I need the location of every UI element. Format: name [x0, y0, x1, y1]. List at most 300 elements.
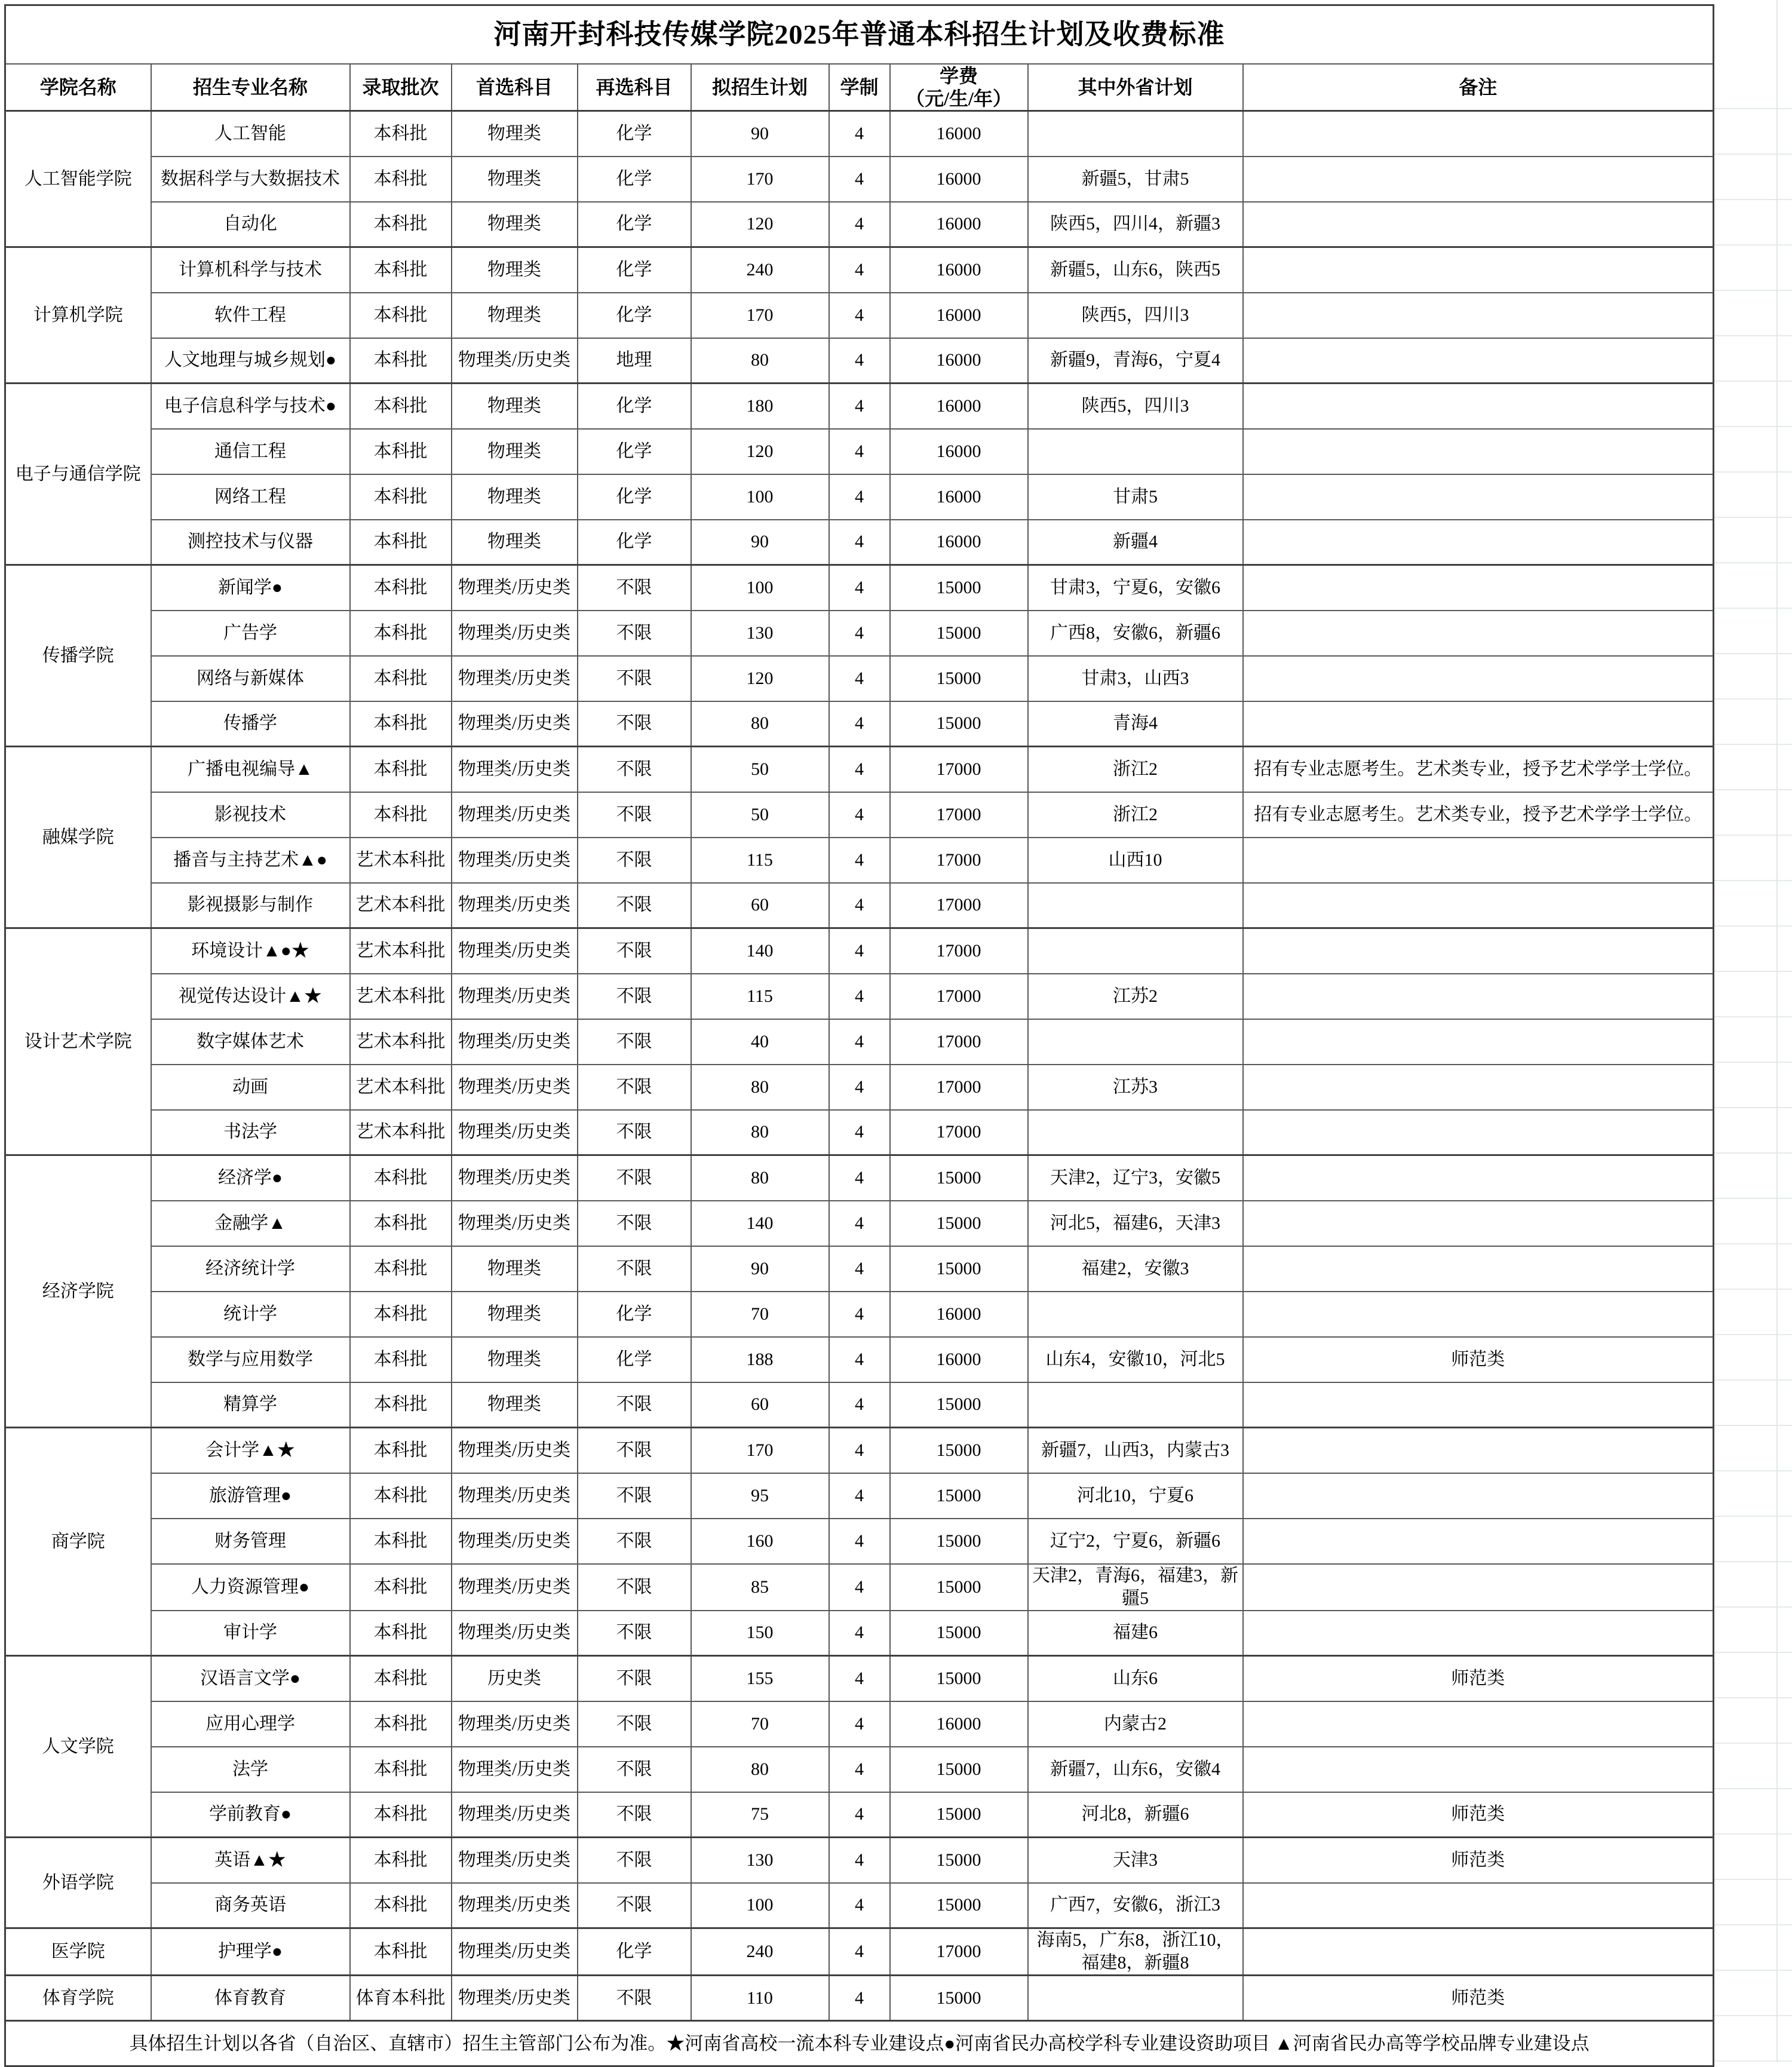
note-cell — [1243, 974, 1714, 1019]
provinces-cell — [1028, 883, 1243, 928]
primary-cell: 物理类/历史类 — [452, 565, 578, 611]
primary-cell: 物理类 — [452, 293, 578, 338]
batch-cell: 本科批 — [350, 1838, 452, 1883]
note-cell — [1243, 928, 1714, 974]
secondary-cell: 化学 — [578, 247, 691, 293]
major-cell: 计算机科学与技术 — [151, 247, 350, 293]
secondary-cell: 不限 — [578, 1838, 691, 1883]
plan-cell: 110 — [691, 1976, 829, 2021]
provinces-cell: 新疆7，山东6，安徽4 — [1028, 1747, 1243, 1792]
tuition-cell: 16000 — [890, 111, 1028, 157]
note-cell — [1243, 838, 1714, 883]
batch-cell: 艺术本科批 — [350, 1019, 452, 1065]
plan-cell: 60 — [691, 883, 829, 928]
col-header-note: 备注 — [1243, 64, 1714, 111]
primary-cell: 物理类/历史类 — [452, 1792, 578, 1838]
college-name-cell: 经济学院 — [5, 1155, 151, 1428]
plan-cell: 80 — [691, 701, 829, 747]
duration-cell: 4 — [829, 1838, 890, 1883]
tuition-cell: 15000 — [890, 611, 1028, 656]
plan-cell: 70 — [691, 1701, 829, 1747]
duration-cell: 4 — [829, 1155, 890, 1201]
tuition-cell: 17000 — [890, 1110, 1028, 1155]
major-cell: 广告学 — [151, 611, 350, 656]
batch-cell: 本科批 — [350, 1747, 452, 1792]
provinces-cell: 浙江2 — [1028, 792, 1243, 838]
tuition-cell: 17000 — [890, 974, 1028, 1019]
table-row — [5, 1747, 1714, 1792]
primary-cell: 物理类/历史类 — [452, 1473, 578, 1519]
table-row — [5, 293, 1714, 338]
major-cell: 动画 — [151, 1065, 350, 1110]
secondary-cell: 不限 — [578, 1883, 691, 1928]
batch-cell: 本科批 — [350, 701, 452, 747]
primary-cell: 物理类 — [452, 384, 578, 429]
provinces-cell — [1028, 1110, 1243, 1155]
secondary-cell: 不限 — [578, 1246, 691, 1292]
tuition-cell: 15000 — [890, 1976, 1028, 2021]
secondary-cell: 不限 — [578, 1976, 691, 2021]
batch-cell: 本科批 — [350, 792, 452, 838]
primary-cell: 物理类 — [452, 202, 578, 247]
batch-cell: 本科批 — [350, 1701, 452, 1747]
secondary-cell: 化学 — [578, 293, 691, 338]
note-cell — [1243, 1065, 1714, 1110]
secondary-cell: 化学 — [578, 1337, 691, 1382]
major-cell: 旅游管理● — [151, 1473, 350, 1519]
note-cell — [1243, 474, 1714, 520]
note-cell — [1243, 1428, 1714, 1473]
secondary-cell: 不限 — [578, 611, 691, 656]
table-row — [5, 202, 1714, 247]
batch-cell: 本科批 — [350, 293, 452, 338]
major-cell: 网络与新媒体 — [151, 656, 350, 701]
duration-cell: 4 — [829, 1976, 890, 2021]
provinces-cell — [1028, 928, 1243, 974]
provinces-cell: 陕西5，四川4，新疆3 — [1028, 202, 1243, 247]
batch-cell: 本科批 — [350, 565, 452, 611]
provinces-cell: 甘肃5 — [1028, 474, 1243, 520]
duration-cell: 4 — [829, 202, 890, 247]
college-name-cell: 融媒学院 — [5, 747, 151, 928]
batch-cell: 本科批 — [350, 338, 452, 384]
note-cell: 招有专业志愿考生。艺术类专业，授予艺术学学士学位。 — [1243, 747, 1714, 792]
table-row — [5, 747, 1714, 792]
primary-cell: 物理类 — [452, 474, 578, 520]
table-row — [5, 338, 1714, 384]
primary-cell: 物理类 — [452, 1292, 578, 1337]
provinces-cell: 浙江2 — [1028, 747, 1243, 792]
plan-cell: 90 — [691, 520, 829, 565]
plan-cell: 100 — [691, 1883, 829, 1928]
college-name-cell: 设计艺术学院 — [5, 928, 151, 1155]
duration-cell: 4 — [829, 1292, 890, 1337]
plan-cell: 120 — [691, 429, 829, 474]
plan-cell: 188 — [691, 1337, 829, 1382]
tuition-cell: 16000 — [890, 1701, 1028, 1747]
duration-cell: 4 — [829, 1656, 890, 1701]
secondary-cell: 不限 — [578, 656, 691, 701]
duration-cell: 4 — [829, 1246, 890, 1292]
primary-cell: 物理类/历史类 — [452, 1928, 578, 1976]
col-header-plan: 拟招生计划 — [691, 64, 829, 111]
tuition-cell: 17000 — [890, 838, 1028, 883]
note-cell — [1243, 1110, 1714, 1155]
duration-cell: 4 — [829, 792, 890, 838]
provinces-cell: 辽宁2，宁夏6，新疆6 — [1028, 1519, 1243, 1564]
tuition-cell: 16000 — [890, 293, 1028, 338]
major-cell: 测控技术与仪器 — [151, 520, 350, 565]
table-row — [5, 520, 1714, 565]
provinces-cell: 陕西5，四川3 — [1028, 293, 1243, 338]
plan-cell: 50 — [691, 792, 829, 838]
batch-cell: 本科批 — [350, 520, 452, 565]
note-cell — [1243, 111, 1714, 157]
table-row — [5, 1110, 1714, 1155]
tuition-cell: 15000 — [890, 1883, 1028, 1928]
tuition-cell: 15000 — [890, 1564, 1028, 1611]
secondary-cell: 地理 — [578, 338, 691, 384]
note-cell — [1243, 247, 1714, 293]
batch-cell: 艺术本科批 — [350, 883, 452, 928]
note-cell — [1243, 202, 1714, 247]
primary-cell: 物理类/历史类 — [452, 1747, 578, 1792]
major-cell: 通信工程 — [151, 429, 350, 474]
provinces-cell: 新疆5，甘肃5 — [1028, 157, 1243, 202]
duration-cell: 4 — [829, 883, 890, 928]
secondary-cell: 不限 — [578, 565, 691, 611]
note-cell — [1243, 384, 1714, 429]
plan-cell: 80 — [691, 1747, 829, 1792]
table-row — [5, 1201, 1714, 1246]
plan-cell: 130 — [691, 611, 829, 656]
secondary-cell: 化学 — [578, 157, 691, 202]
primary-cell: 物理类/历史类 — [452, 1065, 578, 1110]
batch-cell: 艺术本科批 — [350, 928, 452, 974]
secondary-cell: 化学 — [578, 474, 691, 520]
primary-cell: 物理类/历史类 — [452, 974, 578, 1019]
tuition-cell: 17000 — [890, 747, 1028, 792]
batch-cell: 本科批 — [350, 1337, 452, 1382]
duration-cell: 4 — [829, 474, 890, 520]
plan-cell: 80 — [691, 338, 829, 384]
tuition-cell: 15000 — [890, 1201, 1028, 1246]
primary-cell: 物理类/历史类 — [452, 792, 578, 838]
major-cell: 人文地理与城乡规划● — [151, 338, 350, 384]
duration-cell: 4 — [829, 1019, 890, 1065]
table-row — [5, 1519, 1714, 1564]
note-cell — [1243, 1155, 1714, 1201]
note-cell: 师范类 — [1243, 1337, 1714, 1382]
major-cell: 自动化 — [151, 202, 350, 247]
note-cell — [1243, 157, 1714, 202]
primary-cell: 物理类/历史类 — [452, 1611, 578, 1656]
provinces-cell — [1028, 429, 1243, 474]
primary-cell: 物理类/历史类 — [452, 1019, 578, 1065]
table-row — [5, 1611, 1714, 1656]
table-row — [5, 565, 1714, 611]
tuition-cell: 16000 — [890, 429, 1028, 474]
footer-row — [5, 2021, 1714, 2066]
major-cell: 传播学 — [151, 701, 350, 747]
major-cell: 软件工程 — [151, 293, 350, 338]
tuition-cell: 15000 — [890, 1382, 1028, 1428]
plan-cell: 50 — [691, 747, 829, 792]
major-cell: 播音与主持艺术▲● — [151, 838, 350, 883]
duration-cell: 4 — [829, 701, 890, 747]
provinces-cell — [1028, 1019, 1243, 1065]
major-cell: 英语▲★ — [151, 1838, 350, 1883]
table-row — [5, 384, 1714, 429]
batch-cell: 本科批 — [350, 384, 452, 429]
batch-cell: 本科批 — [350, 1292, 452, 1337]
plan-cell: 60 — [691, 1382, 829, 1428]
footer-note: 具体招生计划以各省（自治区、直辖市）招生主管部门公布为准。★河南省高校一流本科专业建设点●河南省民办高校学科专业建设资助项目 ▲河南省民办高等学校品牌专业建设点 — [5, 2021, 1714, 2066]
table-row — [5, 928, 1714, 974]
tuition-header-line1: 学费 — [939, 65, 978, 87]
major-cell: 护理学● — [151, 1928, 350, 1976]
note-cell — [1243, 1701, 1714, 1747]
col-header-secondary-subject: 再选科目 — [578, 64, 691, 111]
plan-cell: 80 — [691, 1155, 829, 1201]
batch-cell: 本科批 — [350, 1246, 452, 1292]
secondary-cell: 化学 — [578, 1292, 691, 1337]
tuition-cell: 15000 — [890, 1656, 1028, 1701]
note-cell: 师范类 — [1243, 1976, 1714, 2021]
major-cell: 学前教育● — [151, 1792, 350, 1838]
plan-cell: 100 — [691, 565, 829, 611]
provinces-cell: 福建2，安徽3 — [1028, 1246, 1243, 1292]
secondary-cell: 不限 — [578, 1701, 691, 1747]
batch-cell: 艺术本科批 — [350, 974, 452, 1019]
plan-cell: 90 — [691, 111, 829, 157]
provinces-cell: 甘肃3，山西3 — [1028, 656, 1243, 701]
note-cell — [1243, 1747, 1714, 1792]
primary-cell: 物理类 — [452, 1337, 578, 1382]
plan-cell: 240 — [691, 247, 829, 293]
major-cell: 金融学▲ — [151, 1201, 350, 1246]
note-cell — [1243, 1519, 1714, 1564]
duration-cell: 4 — [829, 157, 890, 202]
table-row — [5, 1883, 1714, 1928]
primary-cell: 物理类/历史类 — [452, 1976, 578, 2021]
secondary-cell: 不限 — [578, 747, 691, 792]
table-row — [5, 656, 1714, 701]
major-cell: 影视摄影与制作 — [151, 883, 350, 928]
note-cell — [1243, 338, 1714, 384]
provinces-cell: 广西8，安徽6，新疆6 — [1028, 611, 1243, 656]
primary-cell: 物理类 — [452, 520, 578, 565]
batch-cell: 本科批 — [350, 656, 452, 701]
provinces-cell — [1028, 111, 1243, 157]
duration-cell: 4 — [829, 1883, 890, 1928]
duration-cell: 4 — [829, 1928, 890, 1976]
note-cell — [1243, 611, 1714, 656]
provinces-cell: 新疆4 — [1028, 520, 1243, 565]
tuition-cell: 17000 — [890, 1065, 1028, 1110]
provinces-cell — [1028, 1976, 1243, 2021]
major-cell: 人力资源管理● — [151, 1564, 350, 1611]
duration-cell: 4 — [829, 611, 890, 656]
note-cell — [1243, 1246, 1714, 1292]
col-header-duration: 学制 — [829, 64, 890, 111]
tuition-cell: 15000 — [890, 1611, 1028, 1656]
major-cell: 网络工程 — [151, 474, 350, 520]
table-row — [5, 1976, 1714, 2021]
table-body — [5, 111, 1714, 2021]
major-cell: 数字媒体艺术 — [151, 1019, 350, 1065]
table-row — [5, 1019, 1714, 1065]
note-cell — [1243, 701, 1714, 747]
table-row — [5, 1155, 1714, 1201]
batch-cell: 本科批 — [350, 474, 452, 520]
batch-cell: 本科批 — [350, 157, 452, 202]
primary-cell: 物理类/历史类 — [452, 656, 578, 701]
primary-cell: 物理类/历史类 — [452, 747, 578, 792]
primary-cell: 物理类/历史类 — [452, 928, 578, 974]
batch-cell: 本科批 — [350, 1473, 452, 1519]
secondary-cell: 不限 — [578, 1611, 691, 1656]
major-cell: 法学 — [151, 1747, 350, 1792]
provinces-cell: 河北8，新疆6 — [1028, 1792, 1243, 1838]
secondary-cell: 不限 — [578, 974, 691, 1019]
tuition-cell: 16000 — [890, 202, 1028, 247]
note-cell — [1243, 1382, 1714, 1428]
major-cell: 审计学 — [151, 1611, 350, 1656]
tuition-cell: 16000 — [890, 384, 1028, 429]
table-row — [5, 1928, 1714, 1976]
major-cell: 视觉传达设计▲★ — [151, 974, 350, 1019]
note-cell — [1243, 656, 1714, 701]
primary-cell: 物理类/历史类 — [452, 1155, 578, 1201]
provinces-cell: 天津3 — [1028, 1838, 1243, 1883]
duration-cell: 4 — [829, 384, 890, 429]
duration-cell: 4 — [829, 1473, 890, 1519]
major-cell: 数据科学与大数据技术 — [151, 157, 350, 202]
batch-cell: 体育本科批 — [350, 1976, 452, 2021]
note-cell: 师范类 — [1243, 1656, 1714, 1701]
provinces-cell: 河北5，福建6，天津3 — [1028, 1201, 1243, 1246]
tuition-cell: 17000 — [890, 1019, 1028, 1065]
duration-cell: 4 — [829, 520, 890, 565]
table-row — [5, 792, 1714, 838]
table-row — [5, 1838, 1714, 1883]
provinces-cell: 河北10，宁夏6 — [1028, 1473, 1243, 1519]
batch-cell: 本科批 — [350, 247, 452, 293]
tuition-cell: 16000 — [890, 247, 1028, 293]
primary-cell: 物理类/历史类 — [452, 1428, 578, 1473]
table-row — [5, 1792, 1714, 1838]
college-name-cell: 商学院 — [5, 1428, 151, 1656]
major-cell: 数学与应用数学 — [151, 1337, 350, 1382]
major-cell: 人工智能 — [151, 111, 350, 157]
tuition-cell: 15000 — [890, 1246, 1028, 1292]
batch-cell: 本科批 — [350, 1883, 452, 1928]
batch-cell: 艺术本科批 — [350, 1065, 452, 1110]
batch-cell: 本科批 — [350, 111, 452, 157]
tuition-cell: 16000 — [890, 1292, 1028, 1337]
duration-cell: 4 — [829, 1428, 890, 1473]
duration-cell: 4 — [829, 838, 890, 883]
batch-cell: 本科批 — [350, 202, 452, 247]
plan-cell: 40 — [691, 1019, 829, 1065]
secondary-cell: 不限 — [578, 883, 691, 928]
plan-cell: 120 — [691, 202, 829, 247]
secondary-cell: 不限 — [578, 1428, 691, 1473]
header-row — [5, 64, 1714, 111]
tuition-cell: 16000 — [890, 520, 1028, 565]
primary-cell: 物理类/历史类 — [452, 1838, 578, 1883]
provinces-cell: 江苏3 — [1028, 1065, 1243, 1110]
table-row — [5, 429, 1714, 474]
primary-cell: 物理类/历史类 — [452, 1201, 578, 1246]
table-row — [5, 1292, 1714, 1337]
note-cell — [1243, 293, 1714, 338]
major-cell: 电子信息科学与技术● — [151, 384, 350, 429]
note-cell — [1243, 883, 1714, 928]
table-row — [5, 1428, 1714, 1473]
note-cell — [1243, 1883, 1714, 1928]
primary-cell: 物理类/历史类 — [452, 701, 578, 747]
duration-cell: 4 — [829, 1337, 890, 1382]
secondary-cell: 化学 — [578, 384, 691, 429]
plan-cell: 115 — [691, 838, 829, 883]
spreadsheet-gridline-vertical — [1776, 0, 1778, 2062]
plan-cell: 140 — [691, 1201, 829, 1246]
major-cell: 精算学 — [151, 1382, 350, 1428]
secondary-cell: 不限 — [578, 1473, 691, 1519]
major-cell: 环境设计▲●★ — [151, 928, 350, 974]
college-name-cell: 传播学院 — [5, 565, 151, 747]
plan-cell: 170 — [691, 293, 829, 338]
note-cell: 师范类 — [1243, 1792, 1714, 1838]
note-cell — [1243, 1019, 1714, 1065]
duration-cell: 4 — [829, 111, 890, 157]
duration-cell: 4 — [829, 293, 890, 338]
tuition-cell: 15000 — [890, 1519, 1028, 1564]
table-row — [5, 1337, 1714, 1382]
col-header-tuition — [890, 64, 1028, 111]
secondary-cell: 化学 — [578, 111, 691, 157]
table-row — [5, 1701, 1714, 1747]
provinces-cell: 新疆5，山东6，陕西5 — [1028, 247, 1243, 293]
tuition-cell: 15000 — [890, 1838, 1028, 1883]
tuition-cell: 15000 — [890, 1792, 1028, 1838]
primary-cell: 物理类 — [452, 247, 578, 293]
plan-cell: 240 — [691, 1928, 829, 1976]
duration-cell: 4 — [829, 1701, 890, 1747]
admission-plan-table — [4, 4, 1714, 2067]
provinces-cell — [1028, 1292, 1243, 1337]
major-cell: 广播电视编导▲ — [151, 747, 350, 792]
provinces-cell: 山东6 — [1028, 1656, 1243, 1701]
major-cell: 汉语言文学● — [151, 1656, 350, 1701]
secondary-cell: 不限 — [578, 1656, 691, 1701]
provinces-cell: 海南5，广东8，浙江10，福建8，新疆8 — [1028, 1928, 1243, 1976]
secondary-cell: 不限 — [578, 1201, 691, 1246]
tuition-cell: 16000 — [890, 1337, 1028, 1382]
note-cell — [1243, 1611, 1714, 1656]
major-cell: 商务英语 — [151, 1883, 350, 1928]
secondary-cell: 化学 — [578, 429, 691, 474]
col-header-major: 招生专业名称 — [151, 64, 350, 111]
secondary-cell: 不限 — [578, 1382, 691, 1428]
tuition-cell: 17000 — [890, 883, 1028, 928]
primary-cell: 物理类 — [452, 1246, 578, 1292]
major-cell: 新闻学● — [151, 565, 350, 611]
note-cell — [1243, 565, 1714, 611]
provinces-cell: 新疆7，山西3，内蒙古3 — [1028, 1428, 1243, 1473]
